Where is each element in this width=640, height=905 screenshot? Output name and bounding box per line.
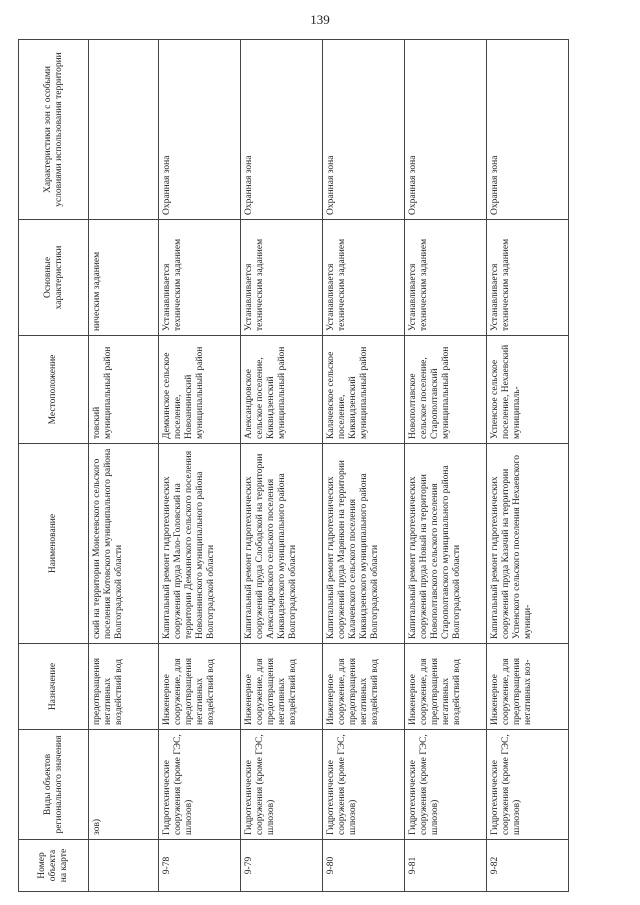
table-cell: Инженерное сооружение, для предотвращения негативных воздействий вод: [323, 644, 405, 730]
table-cell: Калачевское сельское поселение, Киквидзенский муниципальный район: [323, 336, 405, 444]
header-cell: Номер объекта на карте: [19, 840, 89, 892]
table-cell: Демкинское сельское поселение, Новоаннинский муниципальный район: [159, 336, 241, 444]
header-cell: Виды объектов регионального значения: [19, 730, 89, 840]
table-cell: Инженерное сооружение, для предотвращения негативных воздействий вод: [405, 644, 487, 730]
header-cell: Местоположение: [19, 336, 89, 444]
table-cell: Устанавливается техническим заданием: [323, 220, 405, 336]
table-cell: предотвращения негативных воздействий вод: [89, 644, 159, 730]
table-cell: Капитальный ремонт гидротехнических сооружений пруда Марянкин на территории Калачевского сельского поселения Киквидзенского муниципального района Волгоградской области: [323, 444, 405, 644]
table-header-row: [19, 40, 89, 892]
table-row: [241, 40, 323, 892]
table-cell: Охранная зона: [241, 40, 323, 220]
table-cell: Охранная зона: [159, 40, 241, 220]
table-cell: Инженерное сооружение, для предотвращения негативных воздействий вод: [241, 644, 323, 730]
table-cell: Капитальный ремонт гидротехнических сооружений пруда Новый на территории Новополтавского сельского поселения Старополтавского муниципального района Волгоградской области: [405, 444, 487, 644]
table-cell: Устанавливается техническим заданием: [241, 220, 323, 336]
header-cell: Наименование: [19, 444, 89, 644]
table-row: [159, 40, 241, 892]
table-cell: Инженерное сооружение, для предотвращения негативных воз-: [487, 644, 569, 730]
table-row: [405, 40, 487, 892]
table-cell: Гидротехнические сооружения (кроме ГЭС, шлюзов): [405, 730, 487, 840]
table-row: [323, 40, 405, 892]
table-cell: Гидротехнические сооружения (кроме ГЭС, шлюзов): [241, 730, 323, 840]
table-cell: 9-81: [405, 840, 487, 892]
table-cell: товский муниципальный район: [89, 336, 159, 444]
header-cell: Назначение: [19, 644, 89, 730]
table-cell: 9-78: [159, 840, 241, 892]
table-cell: 9-79: [241, 840, 323, 892]
table-cell: ническим заданием: [89, 220, 159, 336]
table-cell: 9-82: [487, 840, 569, 892]
table-cell: Инженерное сооружение, для предотвращения негативных воздействий вод: [159, 644, 241, 730]
table-cell: Капитальный ремонт гидротехнических сооружений пруда Казачий на территории Успенского сельского поселения Нехаевского муници-: [487, 444, 569, 644]
table-cell: Устанавливается техническим заданием: [405, 220, 487, 336]
table-cell: Гидротехнические сооружения (кроме ГЭС, шлюзов): [159, 730, 241, 840]
table-cell: Александровское сельское поселение, Киквидзенский муниципальный район: [241, 336, 323, 444]
table-cell: Устанавливается техническим заданием: [487, 220, 569, 336]
rotated-table-area: [18, 40, 640, 883]
table-cell: [89, 40, 159, 220]
header-cell: Основные характеристики: [19, 220, 89, 336]
table-cell: Устанавливается техническим заданием: [159, 220, 241, 336]
table-cell: Успенское сельское поселение, Нехаевский муниципаль-: [487, 336, 569, 444]
objects-table: [18, 39, 569, 892]
table-cell: зов): [89, 730, 159, 840]
header-cell: Характеристики зон с особыми условиями использования территории: [19, 40, 89, 220]
table-cell: [89, 840, 159, 892]
table-cell: Охранная зона: [405, 40, 487, 220]
table-cell: ский на территории Моисеевского сельского поселения Котовского муниципального района Волгоградской области: [89, 444, 159, 644]
table-cell: 9-80: [323, 840, 405, 892]
table-cell: Гидротехнические сооружения (кроме ГЭС, шлюзов): [323, 730, 405, 840]
table-cell: Капитальный ремонт гидротехнических сооружений пруда Мало-Головский на территории Демкинского сельского поселения Новоаннинского муниципального района Волгоградской области: [159, 444, 241, 644]
table-cell: Капитальный ремонт гидротехнических сооружений пруда Слободской на территории Александровского сельского поселения Киквидзенского муниципального района Волгоградской области: [241, 444, 323, 644]
table-cell: Охранная зона: [323, 40, 405, 220]
table-row: [487, 40, 569, 892]
table-cell: Новополтавское сельское поселение, Старополтавский муниципальный район: [405, 336, 487, 444]
page-number: 139: [310, 12, 330, 27]
table-cell: Гидротехнические сооружения (кроме ГЭС, шлюзов): [487, 730, 569, 840]
table-row: [89, 40, 159, 892]
table-cell: Охранная зона: [487, 40, 569, 220]
